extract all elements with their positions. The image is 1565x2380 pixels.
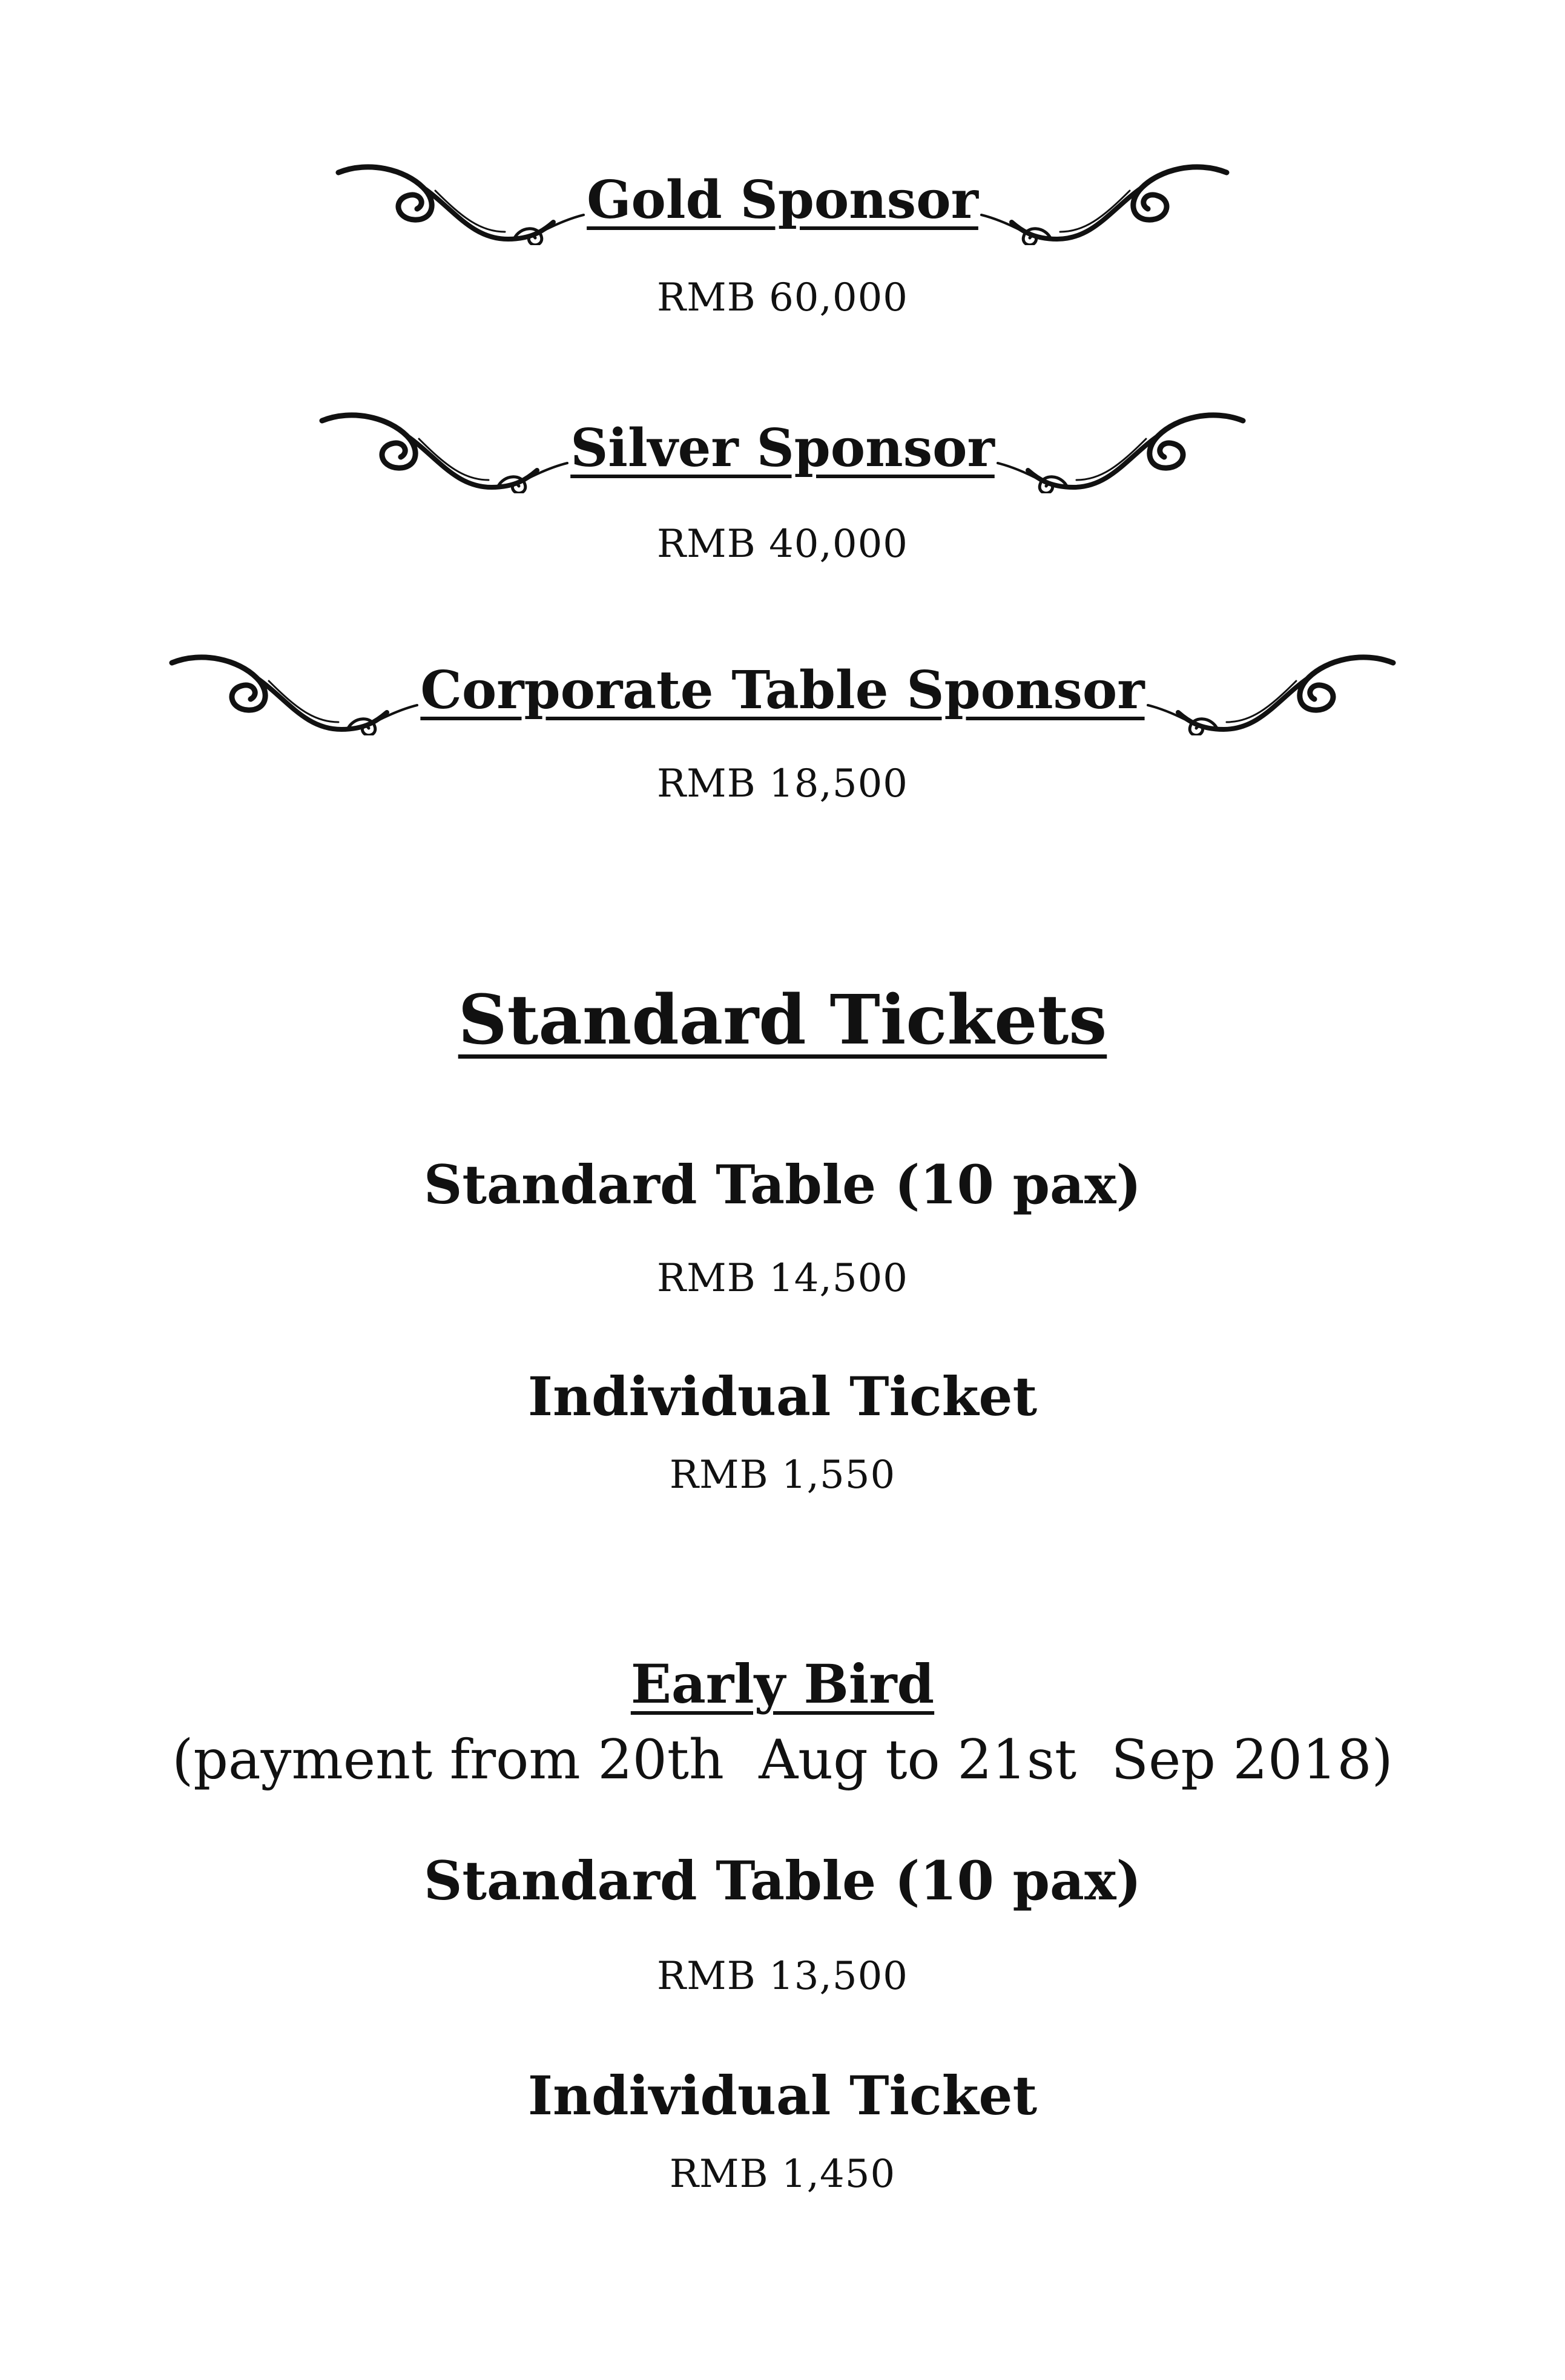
- ornamental-swirl-icon: [332, 154, 587, 245]
- ornamental-swirl-icon: [166, 645, 420, 735]
- standard-tickets-heading: Standard Tickets: [458, 981, 1107, 1060]
- corporate-sponsor-title: Corporate Table Sponsor: [420, 659, 1145, 721]
- ornamental-swirl-icon: [316, 403, 570, 493]
- silver-sponsor-price: RMB 40,000: [656, 522, 909, 567]
- ornamental-swirl-icon: [1145, 645, 1399, 735]
- gold-sponsor-row: [0, 154, 1565, 245]
- corporate-sponsor-price: RMB 18,500: [656, 761, 909, 806]
- individual-ticket-title: Individual Ticket: [527, 1365, 1038, 1428]
- gold-sponsor-title: Gold Sponsor: [587, 169, 978, 231]
- corporate-sponsor-row: [0, 645, 1565, 735]
- early-individual-ticket-title: Individual Ticket: [527, 2064, 1038, 2127]
- silver-sponsor-row: [0, 403, 1565, 493]
- standard-table-title: Standard Table (10 pax): [423, 1153, 1142, 1216]
- standard-table-price: RMB 14,500: [656, 1256, 909, 1301]
- early-individual-ticket-price: RMB 1,450: [669, 2152, 896, 2197]
- ornamental-swirl-icon: [995, 403, 1249, 493]
- ornamental-swirl-icon: [978, 154, 1233, 245]
- early-bird-heading: Early Bird: [630, 1652, 935, 1715]
- gold-sponsor-price: RMB 60,000: [656, 275, 909, 320]
- silver-sponsor-title: Silver Sponsor: [570, 417, 995, 479]
- early-standard-table-price: RMB 13,500: [656, 1954, 909, 1999]
- individual-ticket-price: RMB 1,550: [669, 1453, 896, 1497]
- early-standard-table-title: Standard Table (10 pax): [423, 1849, 1142, 1912]
- early-bird-subtitle: (payment from 20th Aug to 21st Sep 2018): [172, 1728, 1393, 1792]
